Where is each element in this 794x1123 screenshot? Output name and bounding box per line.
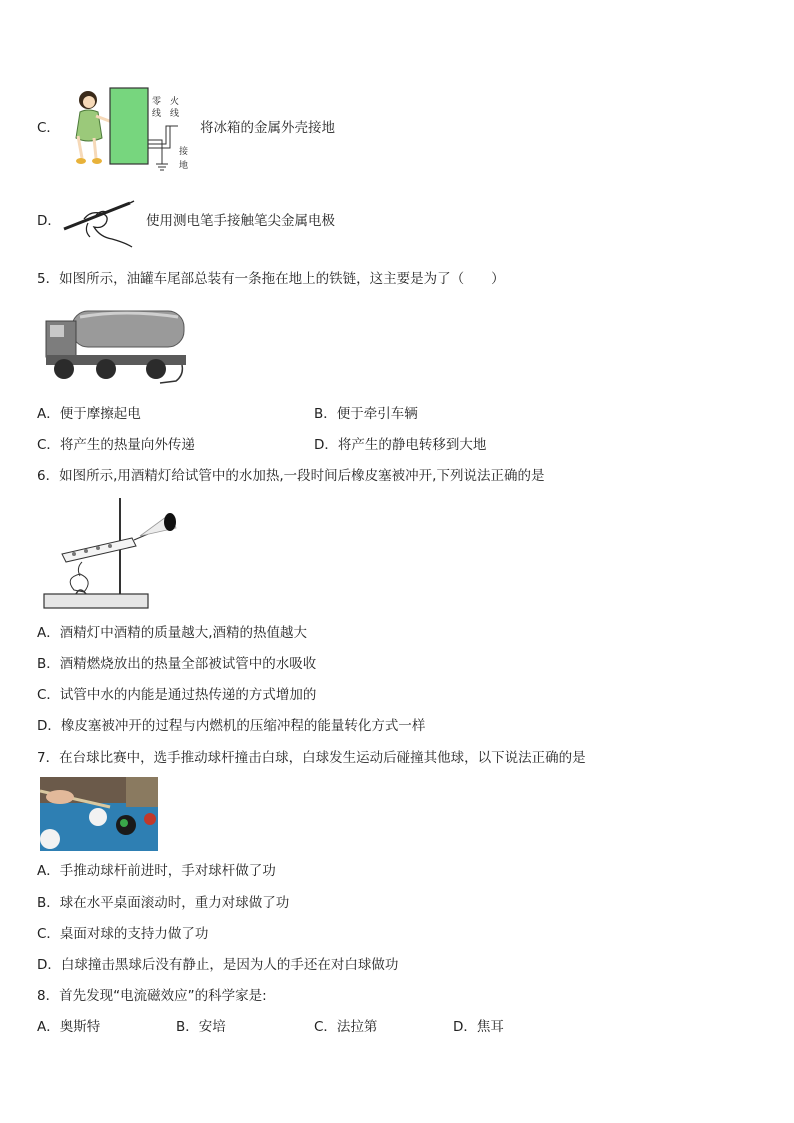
q7-option-a: A．手推动球杆前进时，手对球杆做了功 (37, 863, 276, 879)
fig-label-zero: 零 (152, 97, 162, 107)
q6-option-d: D．橡皮塞被冲开的过程与内燃机的压缩冲程的能量转化方式一样 (37, 718, 426, 734)
q6-option-c: C．试管中水的内能是通过热传递的方式增加的 (37, 687, 317, 703)
billiards-photo (40, 777, 158, 851)
fig-label-ground1: 接 (179, 147, 189, 157)
fig-label-zero-line: 线 (152, 109, 162, 119)
q5-option-b: B．便于牵引车辆 (314, 406, 418, 422)
q6-option-a: A．酒精灯中酒精的质量越大,酒精的热值越大 (37, 625, 308, 641)
q5-option-c: C．将产生的热量向外传递 (37, 437, 195, 453)
fridge-grounding-figure (66, 86, 194, 174)
q7-option-d: D．白球撞击黑球后没有静止，是因为人的手还在对白球做功 (37, 957, 399, 973)
q5-stem: 5．如图所示，油罐车尾部总装有一条拖在地上的铁链，这主要是为了（ ） (37, 271, 505, 287)
q4-option-d-text: 使用测电笔手接触笔尖金属电极 (146, 213, 335, 229)
q5-option-a: A．便于摩擦起电 (37, 406, 141, 422)
fig-label-fire-line: 线 (170, 109, 180, 119)
oil-tanker-photo (44, 307, 192, 389)
fig-label-fire: 火 (170, 97, 180, 107)
fig-label-ground2: 地 (179, 161, 189, 171)
test-tube-heating-figure (40, 494, 190, 614)
q8-option-d: D．焦耳 (453, 1019, 504, 1035)
q7-option-c: C．桌面对球的支持力做了功 (37, 926, 209, 942)
test-pen-hand-figure (60, 193, 136, 249)
q8-option-a: A．奥斯特 (37, 1019, 101, 1035)
q8-stem: 8．首先发现“电流磁效应”的科学家是: (37, 988, 267, 1004)
q7-option-b: B．球在水平桌面滚动时，重力对球做了功 (37, 895, 290, 911)
q7-stem: 7．在台球比赛中，选手推动球杆撞击白球，白球发生运动后碰撞其他球，以下说法正确的是 (37, 750, 586, 766)
q6-option-b: B．酒精燃烧放出的热量全部被试管中的水吸收 (37, 656, 317, 672)
q4-option-c-text: 将冰箱的金属外壳接地 (200, 120, 335, 136)
q8-option-c: C．法拉第 (314, 1019, 378, 1035)
q4-option-c-letter: C． (37, 120, 60, 136)
q5-option-d: D．将产生的静电转移到大地 (314, 437, 487, 453)
q6-stem: 6．如图所示,用酒精灯给试管中的水加热,一段时间后橡皮塞被冲开,下列说法正确的是 (37, 468, 545, 484)
q4-option-d-letter: D． (37, 213, 61, 229)
q8-option-b: B．安培 (176, 1019, 226, 1035)
